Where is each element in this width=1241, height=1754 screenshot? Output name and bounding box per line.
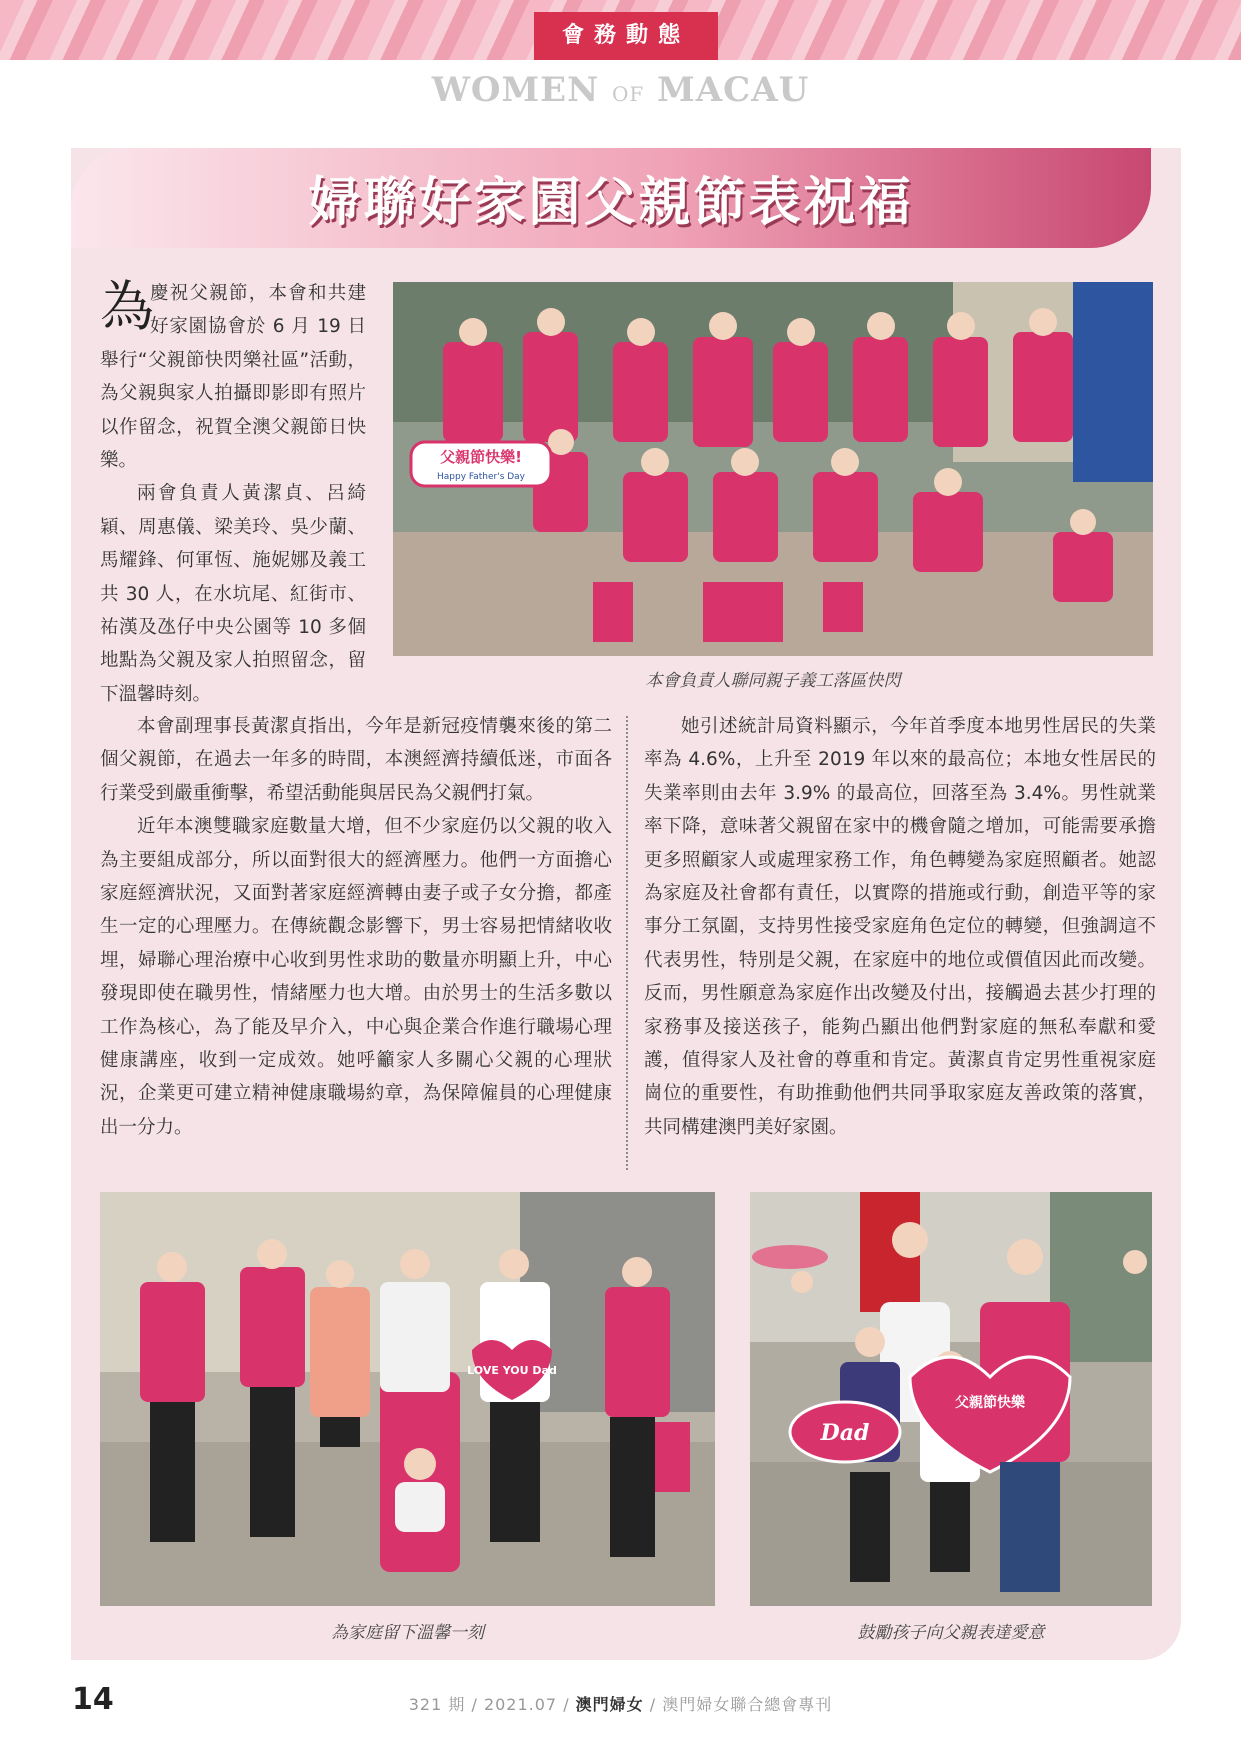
masthead-of: OF xyxy=(612,82,645,106)
kids-sign-text: 父親節快樂 xyxy=(955,1395,1025,1411)
footer-magazine: 澳門婦女 xyxy=(575,1695,644,1714)
footer-issue: 321 期 xyxy=(408,1695,466,1714)
photo-group xyxy=(393,282,1153,656)
masthead-macau: MACAU xyxy=(657,70,810,110)
section-tag: 會務動態 xyxy=(534,12,718,60)
photo-group-image xyxy=(393,282,1153,656)
family-sign-text: LOVE YOU Dad xyxy=(467,1364,557,1377)
drop-cap: 為 xyxy=(100,275,154,338)
paragraph-dual-income: 近年本澳雙職家庭數量大增，但不少家庭仍以父親的收入為主要組成部分，所以面對很大的經濟壓力。他們一方面擔心家庭經濟狀況，又面對著家庭經濟轉由妻子或子女分擔，都產生一定的心理壓力。在傳統觀念影響下，男士容易把情緒收收埋，婦聯心理治療中心收到男性求助的數量亦明顯上升，中心發現即使在職男性，情緒壓力也大增。由於男士的生活多數以工作為核心，為了能及早介入，中心與企業合作進行職場心理健康講座，收到一定成效。她呼籲家人多關心父親的心理狀況，企業更可建立精神健康職場約章，為保障僱員的心理健康出一分力。 xyxy=(100,816,612,1138)
paragraph-participants: 兩會負責人黃潔貞、呂綺穎、周惠儀、梁美玲、吳少蘭、馬耀鋒、何軍恆、施妮娜及義工共 30 人，在水坑尾、紅街市、祐漢及氹仔中央公園等 10 多個地點為父親及家人拍照留念，留下溫馨時刻。 xyxy=(100,483,366,705)
masthead-women: WOMEN xyxy=(431,70,600,110)
intro-column xyxy=(100,277,366,711)
caption-kids: 鼓勵孩子向父親表達愛意 xyxy=(857,1623,1045,1643)
photo-family xyxy=(100,1192,715,1606)
intro-paragraph: 慶祝父親節，本會和共建好家園協會於 6 月 19 日舉行“父親節快閃樂社區”活動，為父親與家人拍攝即影即有照片以作留念，祝賀全澳父親節日快樂。 xyxy=(100,283,366,472)
photo-kids-image xyxy=(750,1192,1152,1606)
footer-publisher: 澳門婦女聯合總會專刊 xyxy=(662,1695,833,1714)
paragraph-statistics: 她引述統計局資料顯示，今年首季度本地男性居民的失業率為 4.6%，上升至 2019 年以來的最高位；本地女性居民的失業率則由去年 3.9% 的最高位，回落至為 3.4%。男性就業率下降，意味著父親留在家中的機會隨之增加，可能需要承擔更多照顧家人或處理家務工作，角色轉變為家庭照顧者。她認為家庭及社會都有責任，以實際的措施或行動，創造平等的家事分工氛圍，支持男性接受家庭角色定位的轉變，但強調這不代表男性，特別是父親，在家庭中的地位或價值因此而改變。反而，男性願意為家庭作出改變及付出，接觸過去甚少打理的家務事及接送孩子，能夠凸顯出他們對家庭的無私奉獻和愛護，值得家人及社會的尊重和肯定。黃潔貞肯定男性重視家庭崗位的重要性，有助推動他們共同爭取家庭友善政策的落實，共同構建澳門美好家園。 xyxy=(644,716,1156,1138)
footer-info: 321 期 / 2021.07 / 澳門婦女 / 澳門婦女聯合總會專刊 xyxy=(408,1695,833,1714)
right-column xyxy=(644,710,1156,1144)
photo-family-image xyxy=(100,1192,715,1606)
caption-family: 為家庭留下溫馨一刻 xyxy=(331,1623,484,1643)
kids-dad-sign: Dad xyxy=(820,1420,870,1446)
left-column xyxy=(100,710,612,1144)
footer-date: 2021.07 xyxy=(483,1695,558,1714)
caption-group: 本會負責人聯同親子義工落區快閃 xyxy=(645,671,901,691)
column-divider xyxy=(626,716,628,1170)
paragraph-vice-president: 本會副理事長黃潔貞指出，今年是新冠疫情襲來後的第二個父親節，在過去一年多的時間，本澳經濟持續低迷，市面各行業受到嚴重衝擊，希望活動能與居民為父親們打氣。 xyxy=(100,716,612,804)
page-number: 14 xyxy=(72,1682,114,1717)
masthead-logo xyxy=(0,70,1241,110)
group-sign-sub: Happy Father's Day xyxy=(436,472,526,482)
photo-kids xyxy=(750,1192,1152,1606)
group-sign-text: 父親節快樂! xyxy=(440,448,522,466)
article-title: 婦聯好家園父親節表祝福 xyxy=(308,173,914,233)
